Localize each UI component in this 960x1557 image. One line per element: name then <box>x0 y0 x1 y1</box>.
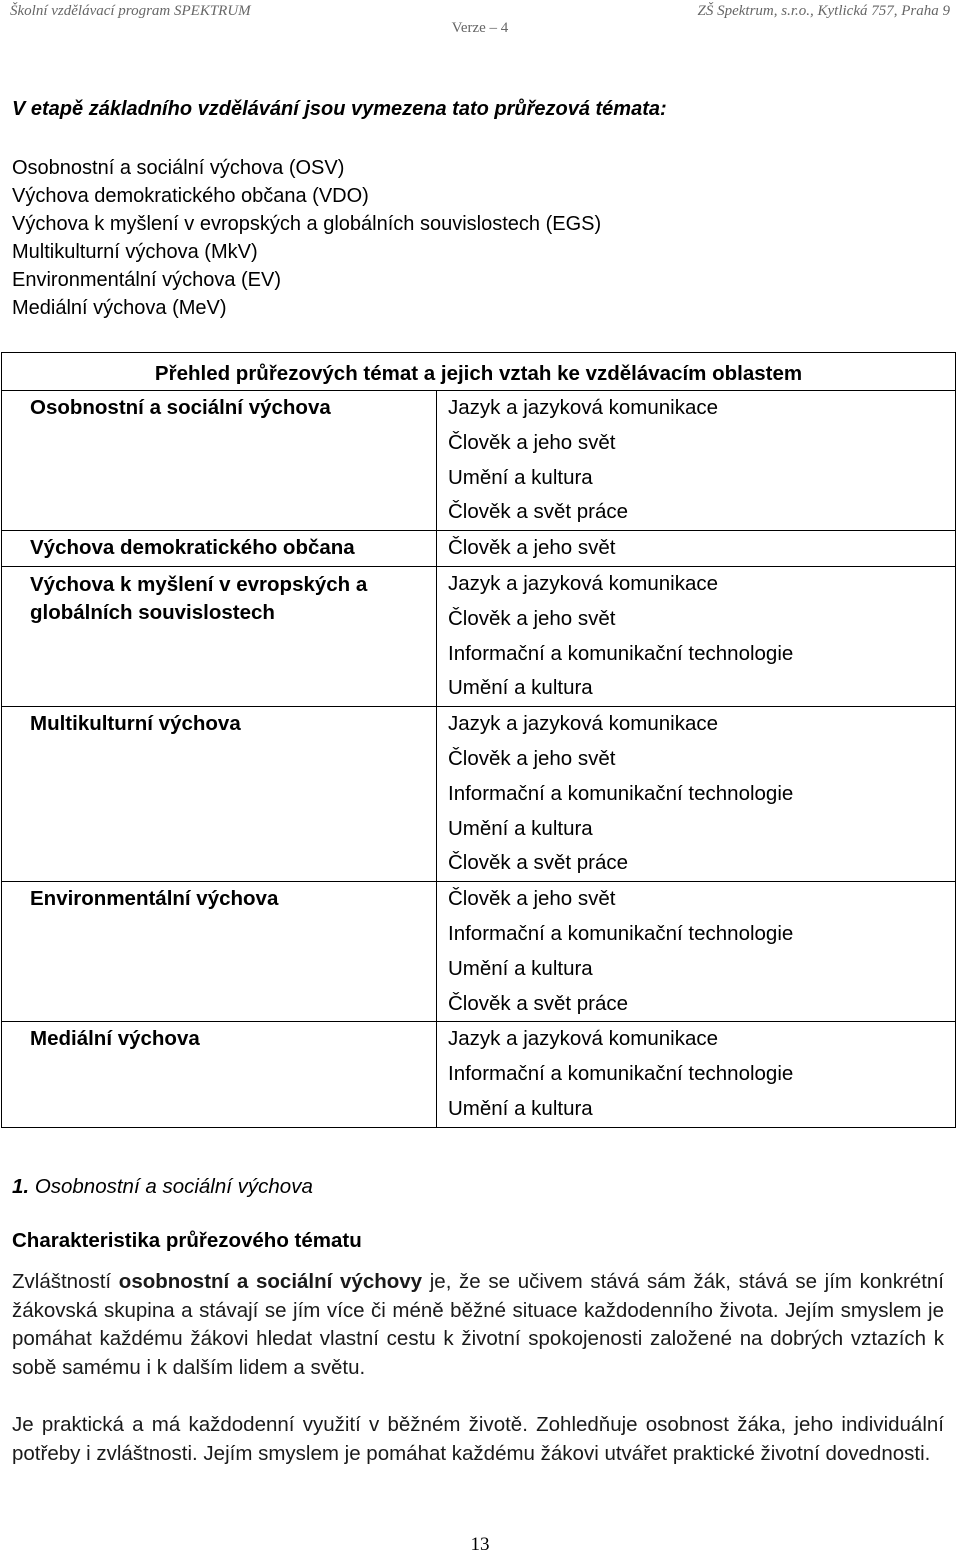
section-title-text: Osobnostní a sociální výchova <box>34 1175 313 1198</box>
areas-cell <box>437 882 956 1022</box>
theme-item: Osobnostní a sociální výchova (OSV) <box>12 157 345 179</box>
table-row <box>2 531 956 567</box>
paragraph-text: je, že se učivem stává sám žák, stává se jím konkrétní žákovská skupina a stávají se jím více či méně běžné situace každodenního života. Jejím smyslem je pomáhat každému žákovi hledat vlastní cestu k životní spokojenosti založené na dobrých vztazích k sobě samému i k dalším lidem a světu. <box>12 1270 944 1379</box>
paragraph-text: Zvláštností <box>12 1270 119 1293</box>
header-school-address: ZŠ Spektrum, s.r.o., Kytlická 757, Praha 9 <box>697 3 950 19</box>
area-item: Informační a komunikační technologie <box>448 781 794 805</box>
area-item: Člověk a jeho svět <box>448 536 616 560</box>
table-row <box>2 391 956 531</box>
area-item: Umění a kultura <box>448 465 593 489</box>
theme-item: Výchova demokratického občana (VDO) <box>12 185 369 207</box>
areas-cell <box>437 391 956 531</box>
area-item: Člověk a jeho svět <box>448 887 616 911</box>
topic-cell: Výchova demokratického občana <box>2 531 437 567</box>
theme-item: Mediální výchova (MeV) <box>12 297 227 319</box>
area-item: Člověk a jeho svět <box>448 606 616 630</box>
area-item: Umění a kultura <box>448 956 593 980</box>
area-item: Informační a komunikační technologie <box>448 641 794 665</box>
area-item: Člověk a jeho svět <box>448 430 616 454</box>
area-item: Informační a komunikační technologie <box>448 1062 794 1086</box>
topic-cell: Osobnostní a sociální výchova <box>2 391 437 531</box>
table-row <box>2 707 956 882</box>
theme-item: Multikulturní výchova (MkV) <box>12 241 258 263</box>
areas-cell <box>437 531 956 567</box>
section-title <box>12 1175 313 1199</box>
topic-cell: Environmentální výchova <box>2 882 437 1022</box>
area-item: Umění a kultura <box>448 1096 593 1120</box>
area-item: Člověk a svět práce <box>448 500 629 524</box>
area-item: Umění a kultura <box>448 676 593 700</box>
area-item: Člověk a svět práce <box>448 851 629 875</box>
area-item: Jazyk a jazyková komunikace <box>448 1027 719 1051</box>
theme-item: Výchova k myšlení v evropských a globálních souvislostech (EGS) <box>12 213 602 235</box>
table-row <box>2 566 956 706</box>
header-school-program: Školní vzdělávací program SPEKTRUM <box>10 3 251 19</box>
paragraph: Je praktická a má každodenní využití v běžném životě. Zohledňuje osobnost žáka, jeho individuální potřeby i zvláštnosti. Jejím smyslem je pomáhat každému žákovi utvářet praktické životní dovednosti. <box>12 1413 944 1465</box>
area-item: Jazyk a jazyková komunikace <box>448 712 719 736</box>
area-item: Člověk a jeho svět <box>448 746 616 770</box>
section-subtitle: Charakteristika průřezového tématu <box>12 1229 362 1252</box>
topic-cell: Výchova k myšlení v evropských a globálních souvislostech <box>2 566 437 706</box>
area-item: Jazyk a jazyková komunikace <box>448 396 719 419</box>
areas-cell <box>437 1022 956 1127</box>
table-title: Přehled průřezových témat a jejich vztah ke vzdělávacím oblastem <box>2 353 956 391</box>
page-number: 13 <box>470 1534 490 1555</box>
area-item: Člověk a svět práce <box>448 991 629 1015</box>
topic-cell: Mediální výchova <box>2 1022 437 1127</box>
themes-list <box>12 154 601 322</box>
paragraph <box>12 1268 944 1382</box>
area-item: Umění a kultura <box>448 816 593 840</box>
topic-cell: Multikulturní výchova <box>2 707 437 882</box>
area-item: Informační a komunikační technologie <box>448 921 794 945</box>
page-heading: V etapě základního vzdělávání jsou vymezena tato průřezová témata: <box>12 98 667 120</box>
table-row <box>2 882 956 1022</box>
table-row <box>2 1022 956 1127</box>
overview-table <box>1 352 956 1128</box>
area-item: Jazyk a jazyková komunikace <box>448 571 719 595</box>
header-version: Verze – 4 <box>451 20 509 36</box>
section-number: 1. <box>12 1175 30 1198</box>
areas-cell <box>437 566 956 706</box>
theme-item: Environmentální výchova (EV) <box>12 269 282 291</box>
paragraph-emphasis: osobnostní a sociální výchovy <box>118 1270 423 1293</box>
areas-cell <box>437 707 956 882</box>
